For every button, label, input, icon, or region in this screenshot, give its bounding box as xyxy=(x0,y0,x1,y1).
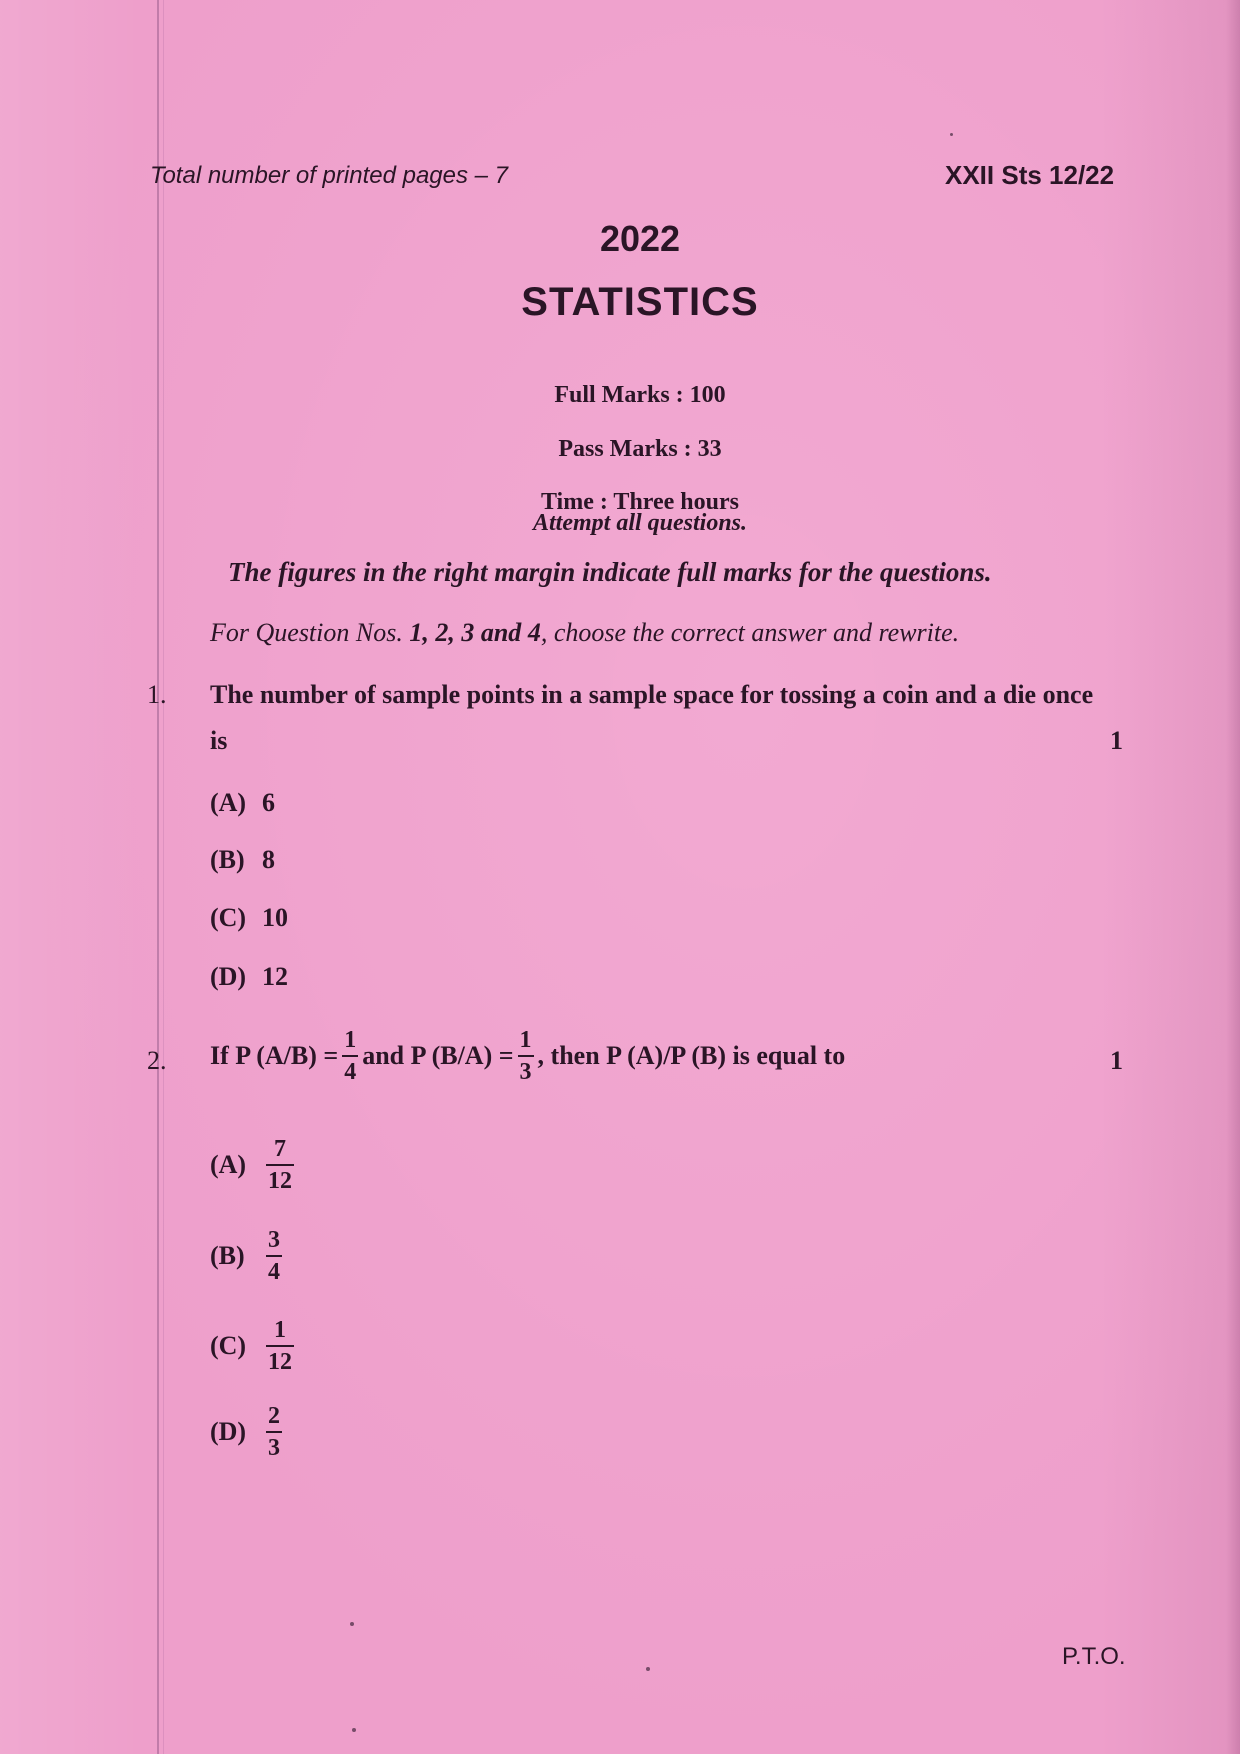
margin-marks-note: The figures in the right margin indicate full marks for the questions. xyxy=(228,557,992,587)
margin-rule xyxy=(157,0,159,1754)
please-turn-over: P.T.O. xyxy=(1062,1643,1126,1670)
scan-speck xyxy=(646,1667,650,1671)
attempt-all-note: Attempt all questions. xyxy=(532,510,748,536)
question-2-option-c: (C) $\frac{1}{12}$ xyxy=(210,1317,292,1375)
paper-code: XXII Sts 12/22 xyxy=(945,160,1115,190)
scan-speck xyxy=(352,1728,356,1732)
question-1-option-b: (B) 8 xyxy=(210,845,275,874)
exam-year: 2022 xyxy=(599,218,681,259)
page-edge-shadow xyxy=(1226,0,1240,1754)
question-1-option-a: (A) 6 xyxy=(210,788,275,817)
question-1-option-c: (C) 10 xyxy=(210,903,288,932)
question-1-marks: 1 xyxy=(1110,726,1123,755)
pass-marks: Pass Marks : 33 xyxy=(558,436,722,462)
printed-pages-note: Total number of printed pages – 7 xyxy=(150,162,509,189)
question-1-text-line2: is xyxy=(210,726,228,755)
question-2-option-b: (B) $\frac{3}{4}$ xyxy=(210,1227,280,1285)
question-2-option-d: (D) $\frac{2}{3}$ xyxy=(210,1403,280,1461)
full-marks: Full Marks : 100 xyxy=(554,382,726,408)
subject-title: STATISTICS xyxy=(521,280,759,324)
question-2-text: If P (A/B) = $\frac{1}{4}$ and P (B/A) = $\frac{1}{3}$ , then P (A)/P (B) is equal to xyxy=(210,1027,846,1085)
question-2-marks: 1 xyxy=(1110,1046,1123,1075)
question-1-option-d: (D) 12 xyxy=(210,962,288,991)
time-allowed: Time : Three hours xyxy=(540,489,739,515)
question-1-number: 1. xyxy=(147,680,167,709)
question-2-option-a: (A) $\frac{7}{12}$ xyxy=(210,1136,292,1194)
choose-answer-note: For Question Nos. 1, 2, 3 and 4, choose the correct answer and rewrite. xyxy=(210,618,960,647)
scan-speck xyxy=(950,133,953,136)
question-2-number: 2. xyxy=(147,1046,167,1075)
fraction-one-quarter: $\frac{1}{4}$ xyxy=(344,1027,357,1085)
scan-speck xyxy=(350,1622,354,1626)
margin-rule-faint xyxy=(163,0,164,1754)
question-1-text-line1: The number of sample points in a sample space for tossing a coin and a die once xyxy=(210,680,1094,709)
fraction-one-third: $\frac{1}{3}$ xyxy=(519,1027,532,1085)
